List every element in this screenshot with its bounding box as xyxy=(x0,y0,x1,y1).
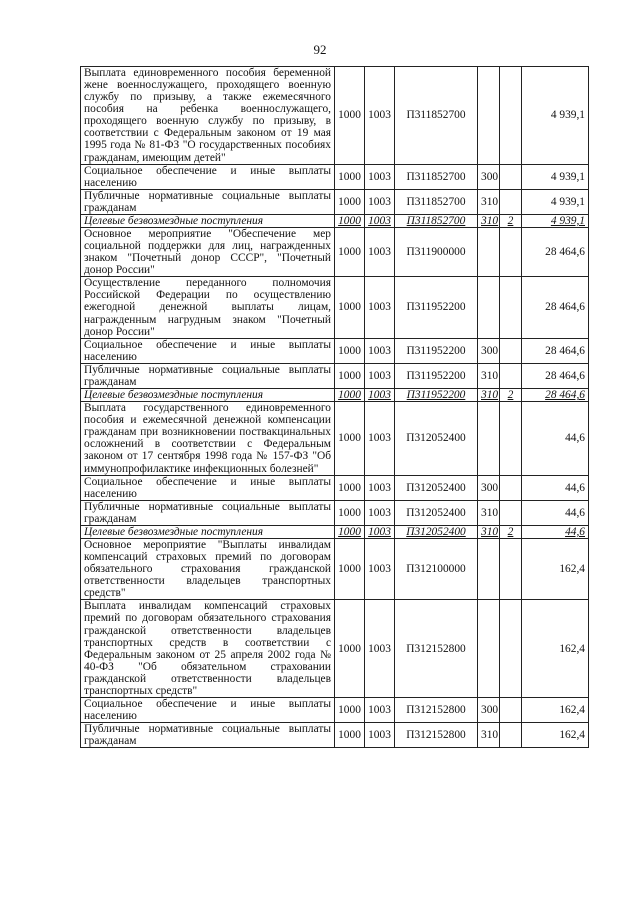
expense-type-code: 310 xyxy=(478,214,500,227)
target-article-code: П311952200 xyxy=(395,277,478,338)
table-row xyxy=(81,500,589,525)
table-row xyxy=(81,214,589,227)
amount-cell: 4 939,1 xyxy=(522,189,589,214)
expense-type-code xyxy=(478,277,500,338)
funding-source-code xyxy=(500,67,522,165)
amount-cell: 162,4 xyxy=(522,600,589,698)
target-article-code: П312052400 xyxy=(395,500,478,525)
funding-source-code xyxy=(500,500,522,525)
budget-table xyxy=(80,66,589,748)
subsection-code: 1003 xyxy=(365,189,395,214)
funding-source-code xyxy=(500,600,522,698)
subsection-code: 1003 xyxy=(365,402,395,475)
row-name: Выплата единовременного пособия беременной жене военнослужащего, проходящего военную службу по призыву, а также ежемесячного пособия на ребенка военнослужащего, проходящего военную службу по призыву, в соответствии с Федеральным законом от 19 мая 1995 года № 81-ФЗ "О государственных пособиях гражданам, имеющим детей" xyxy=(81,67,335,165)
subsection-code: 1003 xyxy=(365,277,395,338)
table-row xyxy=(81,389,589,402)
target-article-code: П312152800 xyxy=(395,697,478,722)
funding-source-code xyxy=(500,164,522,189)
subsection-code: 1003 xyxy=(365,338,395,363)
amount-cell: 162,4 xyxy=(522,697,589,722)
subsection-code: 1003 xyxy=(365,723,395,748)
amount-cell: 44,6 xyxy=(522,402,589,475)
funding-source-code: 2 xyxy=(500,525,522,538)
section-code: 1000 xyxy=(335,525,365,538)
table-row xyxy=(81,277,589,338)
subsection-code: 1003 xyxy=(365,389,395,402)
section-code: 1000 xyxy=(335,67,365,165)
row-name: Выплата государственного единовременного пособия и ежемесячной денежной компенсации гражданам при возникновении поствакцинальных осложнений в соответствии с Федеральным законом от 17 сентября 1998 года № 157-ФЗ "Об иммунопрофилактике инфекционных болезней" xyxy=(81,402,335,475)
expense-type-code xyxy=(478,67,500,165)
row-name: Социальное обеспечение и иные выплаты населению xyxy=(81,475,335,500)
funding-source-code xyxy=(500,277,522,338)
section-code: 1000 xyxy=(335,164,365,189)
row-name: Публичные нормативные социальные выплаты гражданам xyxy=(81,723,335,748)
expense-type-code xyxy=(478,600,500,698)
amount-cell: 4 939,1 xyxy=(522,214,589,227)
subsection-code: 1003 xyxy=(365,525,395,538)
section-code: 1000 xyxy=(335,697,365,722)
amount-cell: 28 464,6 xyxy=(522,277,589,338)
row-name: Социальное обеспечение и иные выплаты населению xyxy=(81,164,335,189)
amount-cell: 28 464,6 xyxy=(522,363,589,388)
table-row xyxy=(81,164,589,189)
amount-cell: 4 939,1 xyxy=(522,67,589,165)
section-code: 1000 xyxy=(335,723,365,748)
section-code: 1000 xyxy=(335,389,365,402)
row-name: Целевые безвозмездные поступления xyxy=(81,525,335,538)
section-code: 1000 xyxy=(335,338,365,363)
target-article-code: П311952200 xyxy=(395,338,478,363)
expense-type-code: 310 xyxy=(478,525,500,538)
target-article-code: П312152800 xyxy=(395,600,478,698)
row-name: Социальное обеспечение и иные выплаты населению xyxy=(81,338,335,363)
funding-source-code xyxy=(500,538,522,599)
target-article-code: П312052400 xyxy=(395,402,478,475)
amount-cell: 44,6 xyxy=(522,525,589,538)
target-article-code: П312052400 xyxy=(395,525,478,538)
expense-type-code: 300 xyxy=(478,164,500,189)
section-code: 1000 xyxy=(335,475,365,500)
table-row xyxy=(81,600,589,698)
expense-type-code xyxy=(478,538,500,599)
expense-type-code: 310 xyxy=(478,500,500,525)
funding-source-code xyxy=(500,189,522,214)
target-article-code: П311852700 xyxy=(395,164,478,189)
table-body xyxy=(81,67,589,748)
expense-type-code: 300 xyxy=(478,475,500,500)
table-row xyxy=(81,697,589,722)
funding-source-code: 2 xyxy=(500,389,522,402)
table-row xyxy=(81,363,589,388)
target-article-code: П311852700 xyxy=(395,214,478,227)
subsection-code: 1003 xyxy=(365,697,395,722)
row-name: Публичные нормативные социальные выплаты гражданам xyxy=(81,500,335,525)
target-article-code: П312052400 xyxy=(395,475,478,500)
amount-cell: 44,6 xyxy=(522,500,589,525)
section-code: 1000 xyxy=(335,600,365,698)
table-row xyxy=(81,525,589,538)
table-row xyxy=(81,538,589,599)
funding-source-code xyxy=(500,228,522,277)
subsection-code: 1003 xyxy=(365,538,395,599)
amount-cell: 28 464,6 xyxy=(522,389,589,402)
expense-type-code xyxy=(478,402,500,475)
subsection-code: 1003 xyxy=(365,214,395,227)
table-row xyxy=(81,723,589,748)
page-number: 92 xyxy=(313,42,327,57)
section-code: 1000 xyxy=(335,277,365,338)
row-name: Социальное обеспечение и иные выплаты населению xyxy=(81,697,335,722)
amount-cell: 162,4 xyxy=(522,538,589,599)
subsection-code: 1003 xyxy=(365,600,395,698)
row-name: Основное мероприятие "Обеспечение мер социальной поддержки для лиц, награжденных знаком "Почетный донор СССР", "Почетный донор России" xyxy=(81,228,335,277)
target-article-code: П311900000 xyxy=(395,228,478,277)
amount-cell: 28 464,6 xyxy=(522,338,589,363)
row-name: Публичные нормативные социальные выплаты гражданам xyxy=(81,363,335,388)
subsection-code: 1003 xyxy=(365,475,395,500)
expense-type-code: 310 xyxy=(478,363,500,388)
target-article-code: П311952200 xyxy=(395,363,478,388)
expense-type-code xyxy=(478,228,500,277)
section-code: 1000 xyxy=(335,538,365,599)
section-code: 1000 xyxy=(335,228,365,277)
expense-type-code: 300 xyxy=(478,338,500,363)
target-article-code: П311852700 xyxy=(395,189,478,214)
row-name: Осуществление переданного полномочия Российской Федерации по осуществлению ежегодной денежной выплаты лицам, награжденным нагрудным знаком "Почетный донор России" xyxy=(81,277,335,338)
row-name: Основное мероприятие "Выплаты инвалидам компенсаций страховых премий по договорам обязательного страхования гражданской ответственности владельцев транспортных средств" xyxy=(81,538,335,599)
target-article-code: П312152800 xyxy=(395,723,478,748)
target-article-code: П312100000 xyxy=(395,538,478,599)
amount-cell: 4 939,1 xyxy=(522,164,589,189)
funding-source-code: 2 xyxy=(500,214,522,227)
expense-type-code: 310 xyxy=(478,389,500,402)
expense-type-code: 310 xyxy=(478,189,500,214)
table-row xyxy=(81,338,589,363)
amount-cell: 44,6 xyxy=(522,475,589,500)
target-article-code: П311852700 xyxy=(395,67,478,165)
amount-cell: 28 464,6 xyxy=(522,228,589,277)
section-code: 1000 xyxy=(335,189,365,214)
funding-source-code xyxy=(500,363,522,388)
amount-cell: 162,4 xyxy=(522,723,589,748)
section-code: 1000 xyxy=(335,363,365,388)
funding-source-code xyxy=(500,697,522,722)
section-code: 1000 xyxy=(335,500,365,525)
subsection-code: 1003 xyxy=(365,500,395,525)
row-name: Целевые безвозмездные поступления xyxy=(81,389,335,402)
row-name: Выплата инвалидам компенсаций страховых премий по договорам обязательного страхования гражданской ответственности владельцев транспортных средств в соответствии с Федеральным законом от 25 апреля 2002 года № 40-ФЗ "Об обязательном страховании гражданской ответственности владельцев транспортных средств" xyxy=(81,600,335,698)
table-row xyxy=(81,475,589,500)
funding-source-code xyxy=(500,723,522,748)
target-article-code: П311952200 xyxy=(395,389,478,402)
section-code: 1000 xyxy=(335,214,365,227)
funding-source-code xyxy=(500,338,522,363)
funding-source-code xyxy=(500,475,522,500)
table-row xyxy=(81,67,589,165)
subsection-code: 1003 xyxy=(365,67,395,165)
funding-source-code xyxy=(500,402,522,475)
expense-type-code: 300 xyxy=(478,697,500,722)
subsection-code: 1003 xyxy=(365,164,395,189)
section-code: 1000 xyxy=(335,402,365,475)
table-row xyxy=(81,189,589,214)
table-row xyxy=(81,228,589,277)
expense-type-code: 310 xyxy=(478,723,500,748)
row-name: Целевые безвозмездные поступления xyxy=(81,214,335,227)
table-row xyxy=(81,402,589,475)
subsection-code: 1003 xyxy=(365,228,395,277)
subsection-code: 1003 xyxy=(365,363,395,388)
row-name: Публичные нормативные социальные выплаты гражданам xyxy=(81,189,335,214)
